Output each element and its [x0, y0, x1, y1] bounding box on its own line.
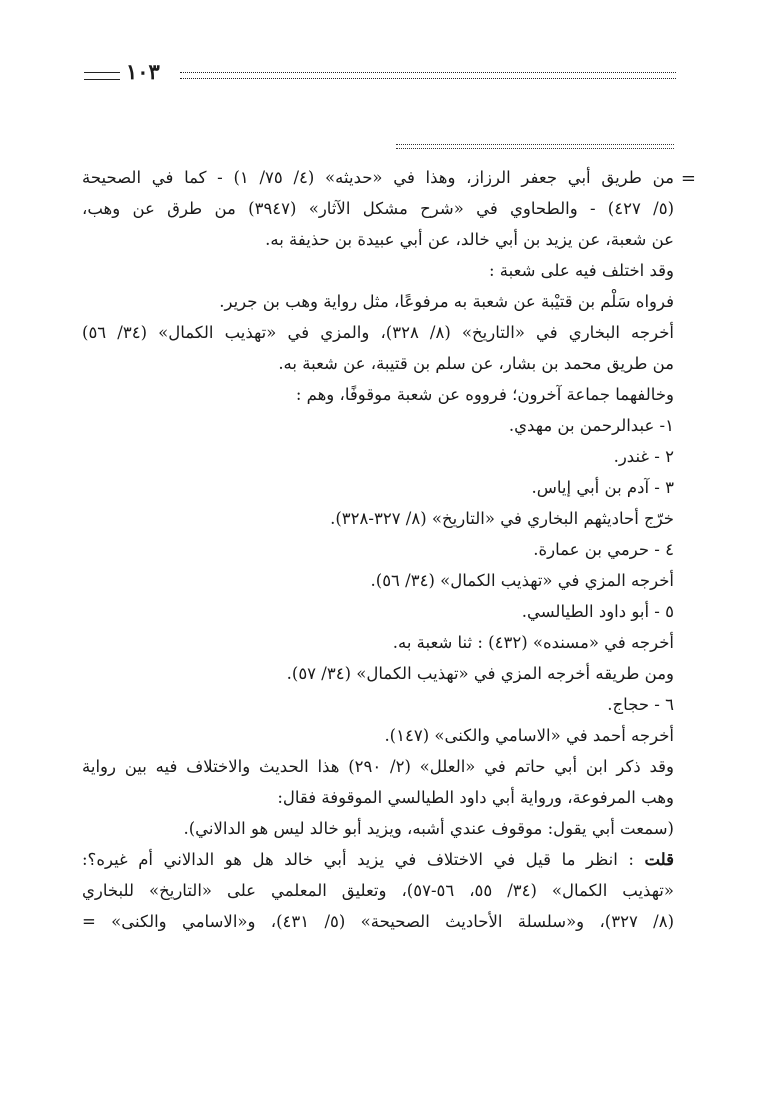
line-text: وهب المرفوعة، ورواية أبي داود الطيالسي الموقوفة فقال:: [277, 788, 674, 807]
text-line: [82, 441, 674, 472]
line-text: ٣ - آدم بن أبي إياس.: [531, 478, 674, 497]
page-number: ١٠٣: [126, 59, 160, 84]
text-line: [82, 503, 674, 534]
text-line: [82, 658, 674, 689]
line-text: أخرجه أحمد في «الاسامي والكنى» (١٤٧).: [384, 726, 674, 745]
text-line: [82, 689, 674, 720]
text-line: [82, 565, 674, 596]
line-text: ٤ - حرمي بن عمارة.: [533, 540, 674, 559]
text-line: [82, 255, 674, 286]
line-text: (٥/ ٤٢٧) - والطحاوي في «شرح مشكل الآثار» (٣٩٤٧) من طرق عن وهب،: [82, 199, 674, 218]
line-text: ٢ - غندر.: [613, 447, 674, 466]
text-line: [82, 751, 674, 782]
bold-label: قلت: [644, 850, 674, 869]
line-text: خرّج أحاديثهم البخاري في «التاريخ» (٨/ ٣٢٧-٣٢٨).: [330, 509, 674, 528]
line-text: وقد ذكر ابن أبي حاتم في «العلل» (٢/ ٢٩٠) هذا الحديث والاختلاف فيه بين رواية: [82, 757, 674, 776]
text-line: [82, 596, 674, 627]
footnote-separator: [396, 144, 674, 145]
text-line: [82, 286, 674, 317]
line-text: أخرجه البخاري في «التاريخ» (٨/ ٣٢٨)، والمزي في «تهذيب الكمال» (٣٤/ ٥٦): [82, 323, 674, 342]
text-line: [82, 534, 674, 565]
text-line: [82, 720, 674, 751]
text-line: [82, 782, 674, 813]
line-text: عن شعبة، عن يزيد بن أبي خالد، عن أبي عبيدة بن حذيفة به.: [265, 230, 674, 249]
header-rule-right: [180, 72, 676, 79]
page-header: [84, 59, 676, 86]
text-line: [82, 379, 674, 410]
line-text: فرواه سَلْم بن قتيْبة عن شعبة به مرفوعًا، مثل رواية وهب بن جرير.: [219, 292, 674, 311]
line-text: أخرجه في «مسنده» (٤٣٢) : ثنا شعبة به.: [392, 633, 674, 652]
text-line: [82, 162, 674, 193]
line-text: ٥ - أبو داود الطيالسي.: [521, 602, 674, 621]
line-text: (٨/ ٣٢٧)، و«سلسلة الأحاديث الصحيحة» (٥/ ٤٣١)، و«الاسامي والكنى» =: [82, 912, 674, 931]
text-line: [82, 875, 674, 906]
line-text: : انظر ما قيل في الاختلاف في يزيد أبي خالد هل هو الدالاني أم غيره؟:: [82, 850, 645, 869]
line-text: ١- عبدالرحمن بن مهدي.: [508, 416, 674, 435]
text-line: [82, 193, 674, 224]
line-text: وقد اختلف فيه على شعبة :: [489, 261, 674, 280]
text-line: [82, 472, 674, 503]
line-text: من طريق أبي جعفر الرزاز، وهذا في «حديثه» (٤/ ٧٥/ ١) - كما في الصحيحة: [82, 168, 674, 187]
header-rule-left: [84, 72, 120, 80]
footnote-body: [82, 162, 674, 937]
line-text: «تهذيب الكمال» (٣٤/ ٥٥، ٥٦-٥٧)، وتعليق المعلمي على «التاريخ» للبخاري: [82, 881, 674, 900]
line-text: أخرجه المزي في «تهذيب الكمال» (٣٤/ ٥٦).: [370, 571, 674, 590]
text-line: [82, 906, 674, 937]
line-text: ٦ - حجاج.: [607, 695, 674, 714]
line-text: ومن طريقه أخرجه المزي في «تهذيب الكمال» (٣٤/ ٥٧).: [286, 664, 674, 683]
text-line: [82, 410, 674, 441]
text-line: [82, 813, 674, 844]
text-line: [82, 224, 674, 255]
continuation-mark: =: [680, 168, 696, 189]
text-line: [82, 348, 674, 379]
text-line: [82, 844, 674, 875]
line-text: (سمعت أبي يقول: موقوف عندي أشبه، ويزيد أبو خالد ليس هو الدالاني).: [183, 819, 674, 838]
line-text: وخالفهما جماعة آخرون؛ فرووه عن شعبة موقوفًا، وهم :: [295, 385, 674, 404]
text-line: [82, 627, 674, 658]
text-line: [82, 317, 674, 348]
line-text: من طريق محمد بن بشار، عن سلم بن قتيبة، عن شعبة به.: [278, 354, 674, 373]
